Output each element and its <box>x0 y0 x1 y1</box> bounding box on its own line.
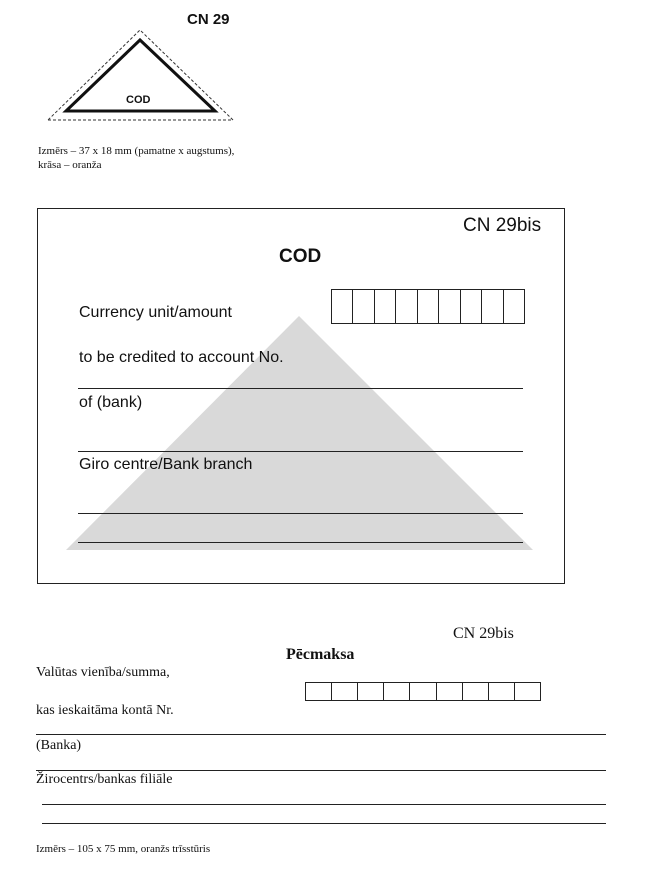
amount-digit-box[interactable] <box>515 683 540 700</box>
cn29bis-lv-bank-line[interactable] <box>36 770 606 771</box>
cn29bis-lv-code: CN 29bis <box>453 625 514 642</box>
cn29bis-lv-currency-label: Valūtas vienība/summa, <box>36 665 170 680</box>
amount-digit-box[interactable] <box>384 683 410 700</box>
cn29-title: CN 29 <box>187 11 230 28</box>
amount-digit-box[interactable] <box>353 290 374 323</box>
amount-digit-box[interactable] <box>410 683 436 700</box>
cn29bis-lv-amount-boxes[interactable] <box>305 682 541 701</box>
amount-digit-box[interactable] <box>332 290 353 323</box>
amount-digit-box[interactable] <box>482 290 503 323</box>
cn29bis-en-bank-line[interactable] <box>78 451 523 452</box>
cn29bis-en-account-line[interactable] <box>78 388 523 389</box>
cn29bis-en-title: COD <box>279 246 322 267</box>
cn29bis-en-branch-label: Giro centre/Bank branch <box>79 456 253 473</box>
cn29bis-en-branch-line[interactable] <box>78 513 523 514</box>
cn29bis-lv-branch-label: Žirocentrs/bankas filiāle <box>36 772 173 787</box>
amount-digit-box[interactable] <box>418 290 439 323</box>
amount-digit-box[interactable] <box>306 683 332 700</box>
amount-digit-box[interactable] <box>439 290 460 323</box>
cn29bis-en-amount-boxes[interactable] <box>331 289 525 324</box>
cn29bis-en-bank-label: of (bank) <box>79 394 143 411</box>
cn29bis-lv-size-note: Izmērs – 105 x 75 mm, oranžs trīsstūris <box>36 843 211 855</box>
cn29bis-en-currency-label: Currency unit/amount <box>79 304 232 321</box>
amount-digit-box[interactable] <box>504 290 524 323</box>
cn29bis-lv-account-label: kas ieskaitāma kontā Nr. <box>36 703 174 718</box>
cn29bis-en-account-label: to be credited to account No. <box>79 349 284 366</box>
amount-digit-box[interactable] <box>437 683 463 700</box>
amount-digit-box[interactable] <box>375 290 396 323</box>
cn29bis-lv-account-line[interactable] <box>36 734 606 735</box>
amount-digit-box[interactable] <box>461 290 482 323</box>
cn29-size-note-line2: krāsa – oranža <box>38 159 102 171</box>
cn29-size-note-line1: Izmērs – 37 x 18 mm (pamatne x augstums), <box>38 145 235 157</box>
cn29bis-lv-extra-line[interactable] <box>42 823 606 824</box>
amount-digit-box[interactable] <box>358 683 384 700</box>
amount-digit-box[interactable] <box>332 683 358 700</box>
amount-digit-box[interactable] <box>396 290 417 323</box>
cn29bis-en-code: CN 29bis <box>463 215 542 236</box>
amount-digit-box[interactable] <box>489 683 515 700</box>
cn29-triangle-label: COD <box>126 94 151 106</box>
cn29bis-lv-bank-label: (Banka) <box>36 738 82 753</box>
cn29bis-en-extra-line[interactable] <box>78 542 523 543</box>
amount-digit-box[interactable] <box>463 683 489 700</box>
cn29bis-lv-branch-line[interactable] <box>42 804 606 805</box>
cn29bis-lv-title: Pēcmaksa <box>286 646 355 663</box>
